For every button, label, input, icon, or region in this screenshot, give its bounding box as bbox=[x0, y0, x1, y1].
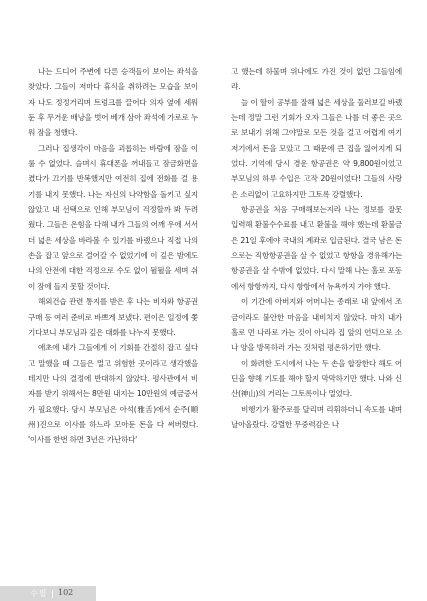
footer-divider bbox=[52, 590, 53, 598]
page-number: 102 bbox=[58, 588, 74, 597]
left-text-column bbox=[28, 64, 198, 448]
paragraph: 늘 이 딸이 공부를 잘해 넓은 세상을 둘러보길 바랬는데 정말 그런 기회가 오자 그들은 나를 더 좋은 곳으로 보내기 위해 그야말로 모든 것을 걸고 어렵게 여기저기에서 돈을 모았고 그 때문에 큰 집을 잃어지게 되었다. 기억에 당시 경운 항공권은 약 9,800원이었고 부모님의 하루 수입은 고작 20원이었다! 그들의 사랑은 소리없이 고요하지만 그토록 강렬했다. bbox=[231, 97, 402, 199]
paragraph: 그러나 집생각이 마음을 괴롭히는 바람에 잠을 이룰 수 없었다. 슬며시 휴대폰을 꺼내들고 잠금화면을 켰다가 끄기를 반복했지만 여전히 집에 전화를 걸 용기를 내지 못했다. 나는 자신의 나약함을 돌키고 싶지 않았고 내 선택으로 인해 부모님이 걱정할까 봐 두려웠다. 그들은 온힘을 다해 내가 그들의 어깨 우에 서서 더 넓은 세상을 바라볼 수 있기를 바랬으나 직접 나의 손을 잡고 앞으로 걸어갈 수 없었기에 이 깊은 밤에도 나의 안전에 대한 걱정으로 수도 없이 뒬뒬을 세며 쉬이 잠에 들지 못할 것이다. bbox=[28, 143, 198, 291]
page-footer bbox=[0, 586, 427, 601]
paragraph: 비행기가 활주로를 달리며 리휘하더니 속도를 내며 날아올랐다. 강렬한 무중력감은 나 bbox=[231, 404, 402, 429]
paragraph: 이 화려한 도시에서 나는 두 손을 합장한다 해도 어딘을 향해 기도를 해야 할지 막막하기만 했다. 나와 신산(神山)의 거리는 그토록이나 멀었다. bbox=[231, 358, 402, 399]
paragraph: 이 기간에 아버지와 어머니는 종래로 내 앞에서 조금이라도 불안한 마음을 내비치지 않았다. 마치 내가 홀로 먼 나라로 가는 것이 아니라 집 앞의 언덕으로 소나 양을 방목하러 가는 것처럼 평온하기만 했다. bbox=[231, 297, 402, 353]
section-title: 수필 bbox=[30, 589, 48, 598]
paragraph: 항공권을 처음 구매해보는지라 나는 정보를 잘못 입력해 환불수수료를 내고 환불을 해야 했는데 환불금은 21일 후에야 국내의 계좌로 입금된다. 결국 남은 돈으로는 직항항공권을 살 수 없었고 항항을 경유해가는 항공권을 살 수밖에 없었다. 다시 말해 나는 홀로 포동에서 항항까지, 다시 항항에서 뉴욕까지 가야 했다. bbox=[231, 205, 402, 291]
right-text-column bbox=[231, 64, 402, 432]
paragraph: 나는 드디어 주변에 다른 승객들이 보이는 좌석을 찾았다. 그들이 저마다 휴식을 취하려는 모습을 보이자 나도 정정거리며 트렁크를 끌어다 의자 옆에 세워둔 후 무거운 배낭을 벗어 베개 삼아 좌석에 가로로 누워 잠을 청했다. bbox=[28, 67, 198, 138]
paragraph: 해외건습 관련 통지를 받은 후 나는 비자와 항공권 구매 등 여러 준비로 바쁘게 보냈다. 편이은 일정에 쫓기다보니 부모님과 깊은 대화를 나누지 못했다. bbox=[28, 297, 198, 337]
footer-bar bbox=[0, 586, 96, 601]
paragraph: 애초에 내가 그들에게 이 기회를 간절히 잡고 싶다고 말했을 때 그들은 멀고 위험한 곳이라고 생각했을 테지만 나의 결정에 반대하지 않았다. 평사관에서 비자를 받기 위해서는 8만원 내지는 10만원의 예금증서가 필요했다. 당시 부모님은 아석(雅舌)에서 순주(順州)진으로 이사를 하느라 모아둔 돈을 다 써버렸다. '이사를 한번 하면 3년은 가난하다' bbox=[28, 343, 198, 445]
paragraph-continued: 고 했는데 하물며 위나에도 가진 것이 없던 그들임에랴. bbox=[231, 67, 402, 92]
